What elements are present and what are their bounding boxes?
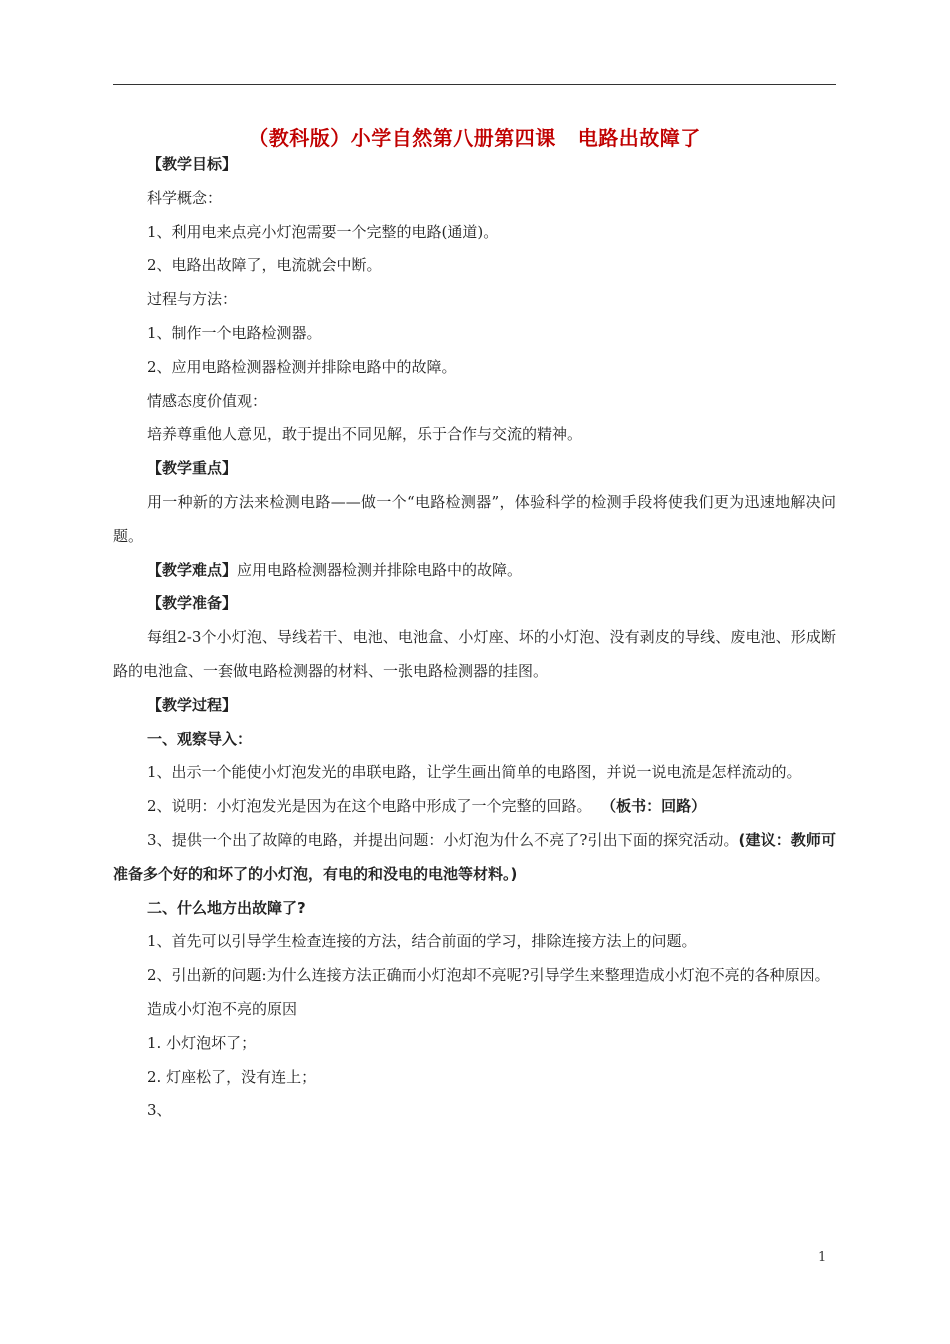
reason-item-1: 1. 小灯泡坏了； [147,1033,257,1052]
reasons-label: 造成小灯泡不亮的原因 [147,999,298,1018]
concept-label: 科学概念： [147,188,223,207]
section-1-item-2-paragraph [113,790,836,824]
section-2-title: 二、什么地方出故障了? [147,898,306,917]
preparation-heading: 【教学准备】 [147,594,238,613]
page-title [113,122,836,151]
attitude-item-1: 培养尊重他人意见，敢于提出不同见解，乐于合作与交流的精神。 [147,425,583,444]
attitude-label: 情感态度价值观： [147,391,268,410]
page-number: 1 [818,1250,827,1265]
title-part-1: （教科版）小学自然第八册第四课 [248,126,556,150]
goals-heading: 【教学目标】 [147,155,238,173]
concept-item-2: 2、电路出故障了，电流就会中断。 [147,256,382,275]
concept-item-1: 1、利用电来点亮小灯泡需要一个完整的电路(通道)。 [147,222,499,241]
difficulty-text: 应用电路检测器检测并排除电路中的故障。 [237,560,523,579]
preparation-text: 每组2-3个小灯泡、导线若干、电池、电池盒、小灯座、坏的小灯泡、没有剥皮的导线、废电池、形成断路的电池盒、一套做电路检测器的材料、一张电路检测器的挂图。 [113,628,836,680]
section-1-item-2: 2、说明：小灯泡发光是因为在这个电路中形成了一个完整的回路。 [147,797,592,816]
difficulty-heading: 【教学难点】 [147,560,238,579]
focus-heading: 【教学重点】 [147,459,238,478]
focus-text: 用一种新的方法来检测电路——做一个“电路检测器”，体验科学的检测手段将使我们更为迅速地解决问题。 [113,492,836,545]
document-body [113,148,836,1128]
difficulty-paragraph [113,554,836,588]
process-label: 过程与方法： [147,290,238,309]
reason-item-3: 3、 [147,1101,172,1120]
section-1-item-3-paragraph [113,824,836,892]
header-rule [113,84,836,85]
process-item-2: 2、应用电路检测器检测并排除电路中的故障。 [147,357,457,376]
section-1-item-3: 3、提供一个出了故障的电路，并提出问题：小灯泡为什么不亮了?引出下面的探究活动。 [147,830,739,849]
title-part-2: 电路出故障了 [577,126,701,150]
section-1-title: 一、观察导入： [147,729,253,748]
suggestion-note: (建议：教师可准备多个好的和坏了的小灯泡，有电的和没电的电池等材料。) [113,830,836,883]
process-heading: 【教学过程】 [147,695,238,714]
section-1-item-1: 1、出示一个能使小灯泡发光的串联电路，让学生画出简单的电路图，并说一说电流是怎样流动的。 [147,763,802,782]
process-item-1: 1、制作一个电路检测器。 [147,323,322,342]
blackboard-note: （板书：回路） [601,797,707,816]
section-2-item-2: 2、引出新的问题:为什么连接方法正确而小灯泡却不亮呢?引导学生来整理造成小灯泡不亮的各种原因。 [147,966,830,985]
section-2-item-1: 1、首先可以引导学生检查连接的方法，结合前面的学习，排除连接方法上的问题。 [147,932,697,951]
reason-item-2: 2. 灯座松了，没有连上； [147,1067,317,1086]
